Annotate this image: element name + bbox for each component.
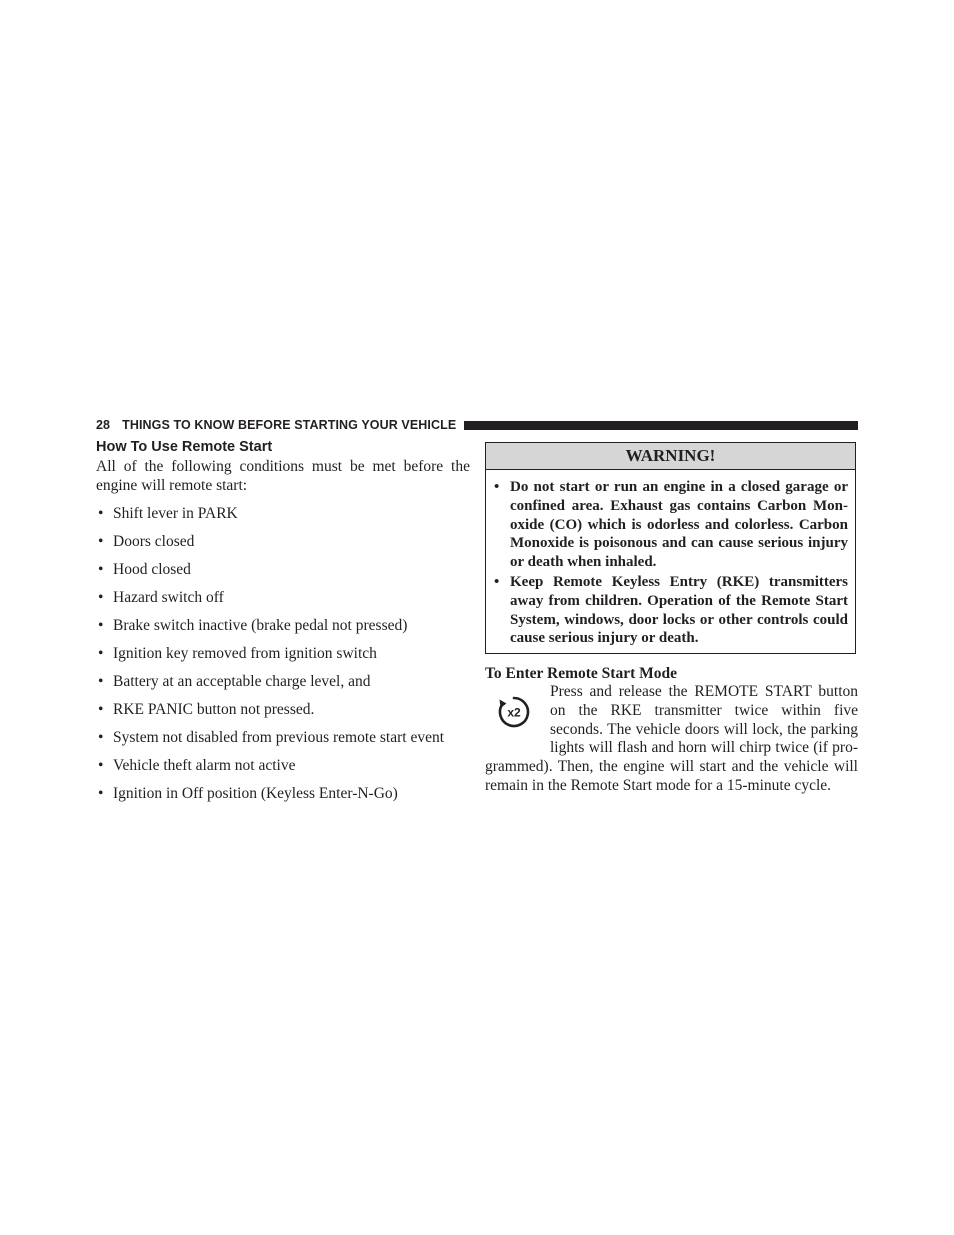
bullet-icon: •	[98, 673, 104, 690]
warning-item	[493, 573, 848, 648]
enter-mode-body: Press and release the REMOTE START button on the RKE transmitter twice within five seconds. The vehicle doors will lock, the parking lights will flash and horn will chirp twice (if programmed). Then, the engine will start and the vehicle will remain in the Remote Start mode for a 15-minute cycle.	[485, 683, 858, 794]
warning-item-text: Keep Remote Keyless Entry (RKE) transmitters away from children. Operation of the Remote Start System, windows, door locks or other controls could cause serious injury or death.	[510, 573, 848, 647]
bullet-icon: •	[98, 589, 104, 606]
list-item-text: Vehicle theft alarm not active	[113, 757, 296, 774]
remote-start-heading: How To Use Remote Start	[96, 439, 273, 455]
list-item	[96, 728, 470, 747]
list-item-text: Battery at an acceptable charge level, and	[113, 673, 371, 690]
bullet-icon: •	[494, 573, 500, 590]
list-item	[96, 504, 470, 523]
bullet-icon: •	[98, 701, 104, 718]
list-item	[96, 644, 470, 663]
header-rule	[464, 421, 858, 430]
warning-list	[486, 478, 855, 648]
list-item	[96, 700, 470, 719]
list-item-text: RKE PANIC button not pressed.	[113, 701, 315, 718]
list-item-text: System not disabled from previous remote start event	[113, 729, 445, 746]
bullet-icon: •	[98, 617, 104, 634]
enter-mode-text	[485, 683, 858, 796]
warning-heading: WARNING!	[486, 443, 855, 470]
warning-box	[485, 442, 856, 654]
list-item-text: Hazard switch off	[113, 589, 224, 606]
list-item	[96, 756, 470, 775]
conditions-intro: All of the following conditions must be met before the engine will remote start:	[96, 458, 470, 494]
warning-item	[493, 478, 848, 572]
enter-mode-section	[485, 664, 858, 796]
bullet-icon: •	[494, 479, 500, 495]
enter-mode-heading: To Enter Remote Start Mode	[485, 665, 677, 682]
bullet-icon: •	[98, 757, 104, 774]
list-item	[96, 588, 470, 607]
list-item	[96, 784, 470, 803]
list-item	[96, 616, 470, 635]
page-header	[96, 416, 858, 434]
icon-label: x2	[507, 705, 521, 720]
list-item-text: Doors closed	[113, 533, 195, 550]
list-item-text: Shift lever in PARK	[113, 505, 238, 522]
bullet-icon: •	[98, 645, 104, 662]
left-column	[96, 438, 470, 812]
warning-item-text: Do not start or run an engine in a closed garage or confined area. Exhaust gas contains Carbon Monoxide (CO) which is odorless and colorless. Carbon Monoxide is poisonous and can cause serious injury or death when inhaled.	[510, 479, 848, 571]
bullet-icon: •	[98, 505, 104, 522]
bullet-icon: •	[98, 561, 104, 578]
list-item-text: Hood closed	[113, 561, 191, 578]
bullet-icon: •	[98, 533, 104, 550]
remote-start-x2-icon	[485, 683, 550, 753]
list-item	[96, 532, 470, 551]
bullet-icon: •	[98, 729, 104, 746]
bullet-icon: •	[98, 785, 104, 802]
list-item-text: Brake switch inactive (brake pedal not pressed)	[113, 617, 408, 634]
list-item-text: Ignition in Off position (Keyless Enter-N-Go)	[113, 785, 398, 802]
conditions-list	[96, 504, 470, 803]
list-item	[96, 560, 470, 579]
list-item	[96, 672, 470, 691]
section-title: THINGS TO KNOW BEFORE STARTING YOUR VEHICLE	[122, 418, 457, 432]
list-item-text: Ignition key removed from ignition switch	[113, 645, 377, 662]
page-number: 28	[96, 418, 111, 432]
